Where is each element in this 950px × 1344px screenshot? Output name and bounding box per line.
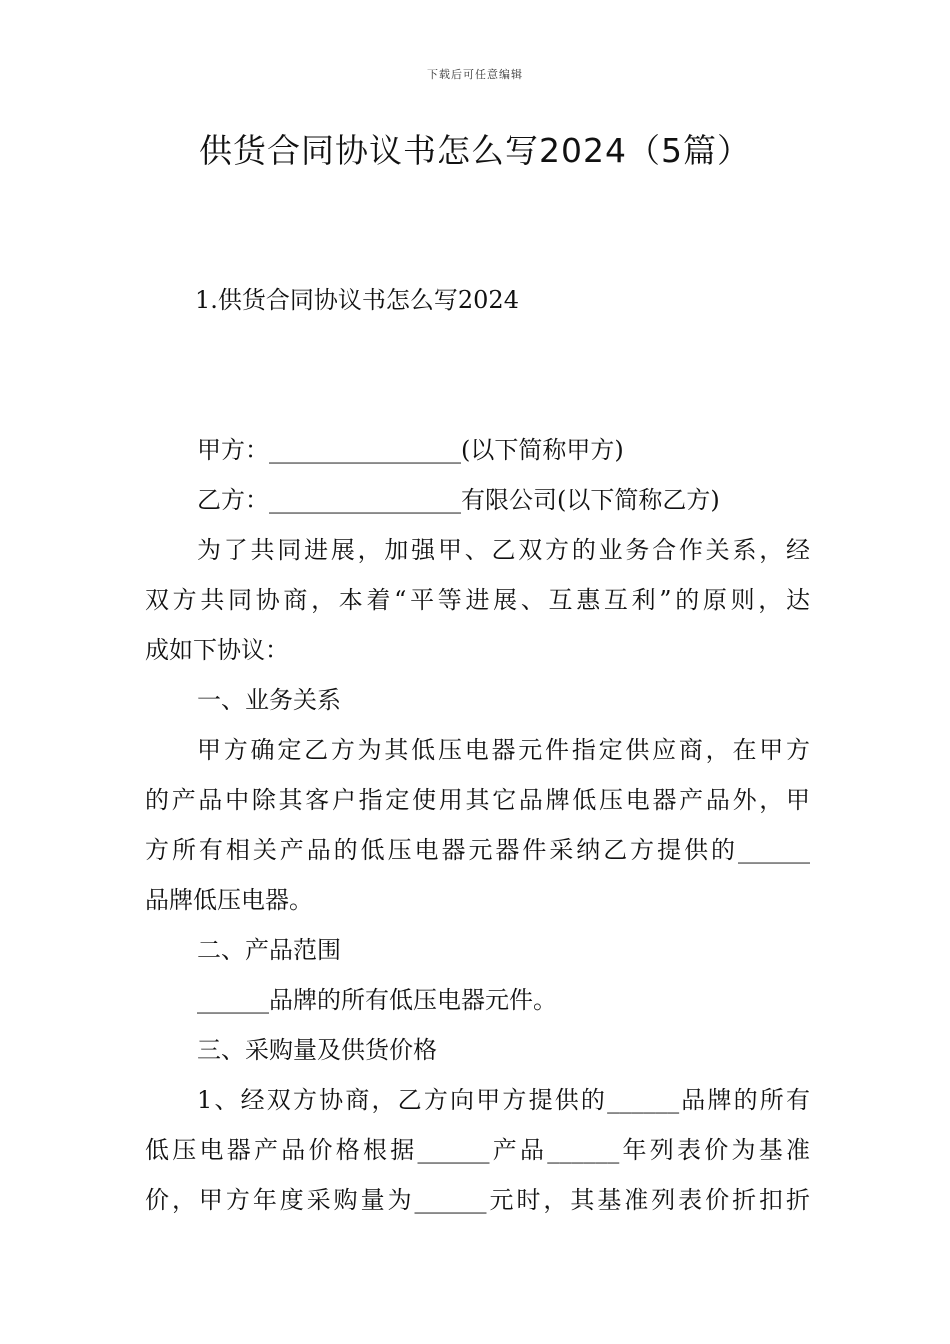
paragraph-line: 价，甲方年度采购量为______元时，其基准列表价折扣折 [145,1186,810,1214]
paragraph-line: 成如下协议： [145,636,289,664]
clause-heading: 二、产品范围 [197,936,341,964]
paragraph-line: 为了共同进展，加强甲、乙双方的业务合作关系，经 [197,536,810,564]
clause-heading: 三、采购量及供货价格 [197,1036,437,1064]
paragraph-line: 品牌低压电器。 [145,886,313,914]
paragraph-line: 的产品中除其客户指定使用其它品牌低压电器产品外，甲 [145,786,810,814]
paragraph-line: 1、经双方协商，乙方向甲方提供的______品牌的所有 [197,1086,810,1114]
party-b-line: 乙方：________________有限公司(以下简称乙方) [197,486,720,514]
paragraph-line: ______品牌的所有低压电器元件。 [197,986,557,1014]
paragraph-line: 甲方确定乙方为其低压电器元件指定供应商，在甲方 [197,736,810,764]
clause-heading: 一、业务关系 [197,686,341,714]
paragraph-line: 方所有相关产品的低压电器元器件采纳乙方提供的______ [145,836,810,864]
paragraph-line: 低压电器产品价格根据______产品______年列表价为基准 [145,1136,810,1164]
document-title: 供货合同协议书怎么写2024（5篇） [199,131,751,170]
section-heading: 1.供货合同协议书怎么写2024 [195,286,519,314]
document-body [145,425,810,1225]
party-a-line: 甲方：________________(以下简称甲方) [197,436,624,464]
paragraph-line: 双方共同协商，本着“平等进展、互惠互利”的原则，达 [145,586,810,614]
header-note: 下载后可任意编辑 [427,68,523,81]
